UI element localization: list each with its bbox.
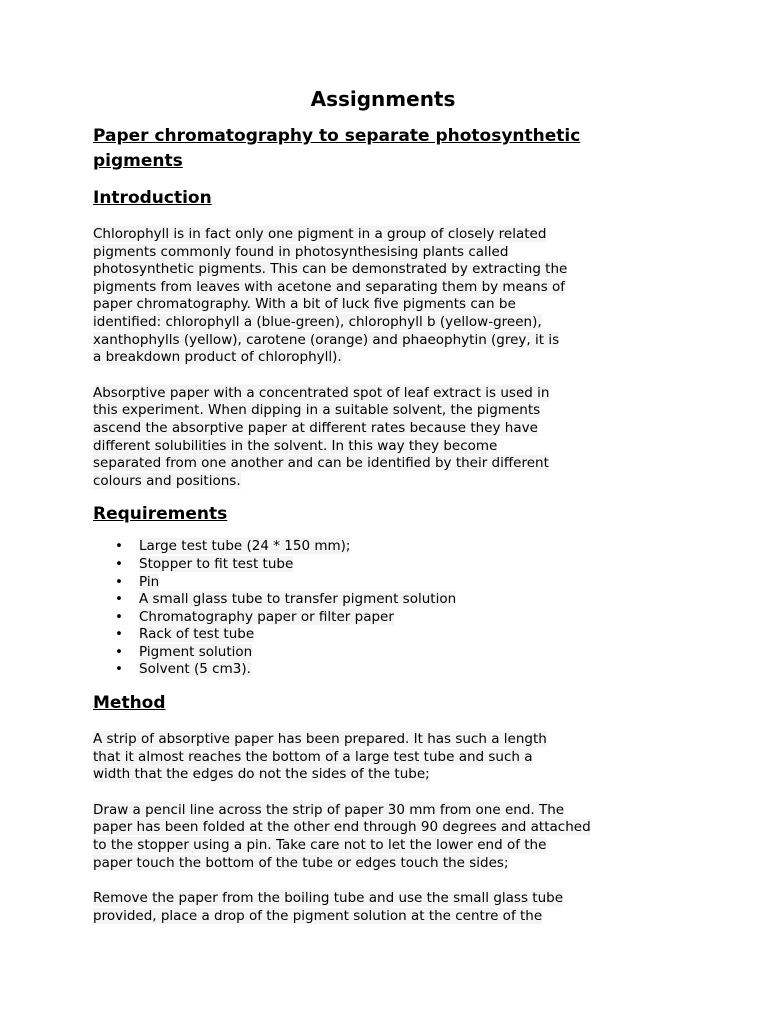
text-line: separated from one another and can be identified by their different [93,455,549,472]
main-heading-line: Paper chromatography to separate photosynthetic [93,126,581,146]
document-page [93,84,653,925]
page-title: Assignments [310,87,456,111]
text-line: identified: chlorophyll a (blue-green), chlorophyll b (yellow-green), [93,313,542,330]
method-paragraph-1 [93,731,653,784]
bullet-icon: • [115,591,123,608]
text-line: this experiment. When dipping in a suitable solvent, the pigments [93,402,541,419]
paragraph-gap [93,784,653,802]
bullet-icon: • [115,573,123,590]
introduction-paragraph-1 [93,226,653,367]
list-item: • Stopper to fit test tube [115,555,294,572]
requirements-list [93,538,653,679]
list-item: • Large test tube (24 * 150 mm); [115,538,351,555]
text-line: different solubilities in the solvent. In this way they become [93,437,498,454]
text-line: photosynthetic pigments. This can be demonstrated by extracting the [93,261,568,278]
text-line: pigments from leaves with acetone and separating them by means of [93,278,566,295]
text-line: provided, place a drop of the pigment solution at the centre of the [93,907,543,924]
text-line: colours and positions. [93,472,241,489]
text-line: Draw a pencil line across the strip of paper 30 mm from one end. The [93,801,565,818]
bullet-icon: • [115,538,123,555]
text-line: Absorptive paper with a concentrated spot of leaf extract is used in [93,384,550,401]
introduction-heading: Introduction [93,188,212,208]
bullet-icon: • [115,661,123,678]
text-line: paper touch the bottom of the tube or edges touch the sides; [93,854,509,871]
list-item: • Chromatography paper or filter paper [115,608,394,625]
text-line: that it almost reaches the bottom of a large test tube and such a [93,748,533,765]
requirements-heading: Requirements [93,504,228,525]
text-line: width that the edges do not the sides of the tube; [93,766,430,783]
text-line: Remove the paper from the boiling tube and use the small glass tube [93,890,563,907]
text-line: pigments commonly found in photosynthesising plants called [93,243,509,260]
bullet-icon: • [115,608,123,625]
text-line: xanthophylls (yellow), carotene (orange) and phaeophytin (grey, it is [93,331,560,348]
paragraph-gap [93,872,653,890]
introduction-paragraph-2 [93,385,653,491]
text-line: paper chromatography. With a bit of luck five pigments can be [93,296,516,313]
text-line: to the stopper using a pin. Take care not to let the lower end of the [93,837,547,854]
text-line: paper has been folded at the other end through 90 degrees and attached [93,819,591,836]
text-line: A strip of absorptive paper has been prepared. It has such a length [93,731,547,748]
bullet-icon: • [115,643,123,660]
main-heading-line: pigments [93,151,183,171]
paragraph-gap [93,367,653,385]
bullet-icon: • [115,555,123,572]
text-line: Chlorophyll is in fact only one pigment in a group of closely related [93,226,547,242]
list-item: • Pin [115,573,160,590]
method-paragraph-3 [93,890,653,925]
bullet-icon: • [115,626,123,643]
list-item: • Pigment solution [115,643,253,660]
method-paragraph-2 [93,802,653,872]
main-heading [93,124,653,174]
list-item: • A small glass tube to transfer pigment solution [115,591,457,608]
text-line: ascend the absorptive paper at different rates because they have [93,419,538,436]
list-item: • Solvent (5 cm3). [115,661,251,678]
list-item: • Rack of test tube [115,626,255,643]
method-heading: Method [93,693,166,714]
text-line: a breakdown product of chlorophyll). [93,349,342,366]
